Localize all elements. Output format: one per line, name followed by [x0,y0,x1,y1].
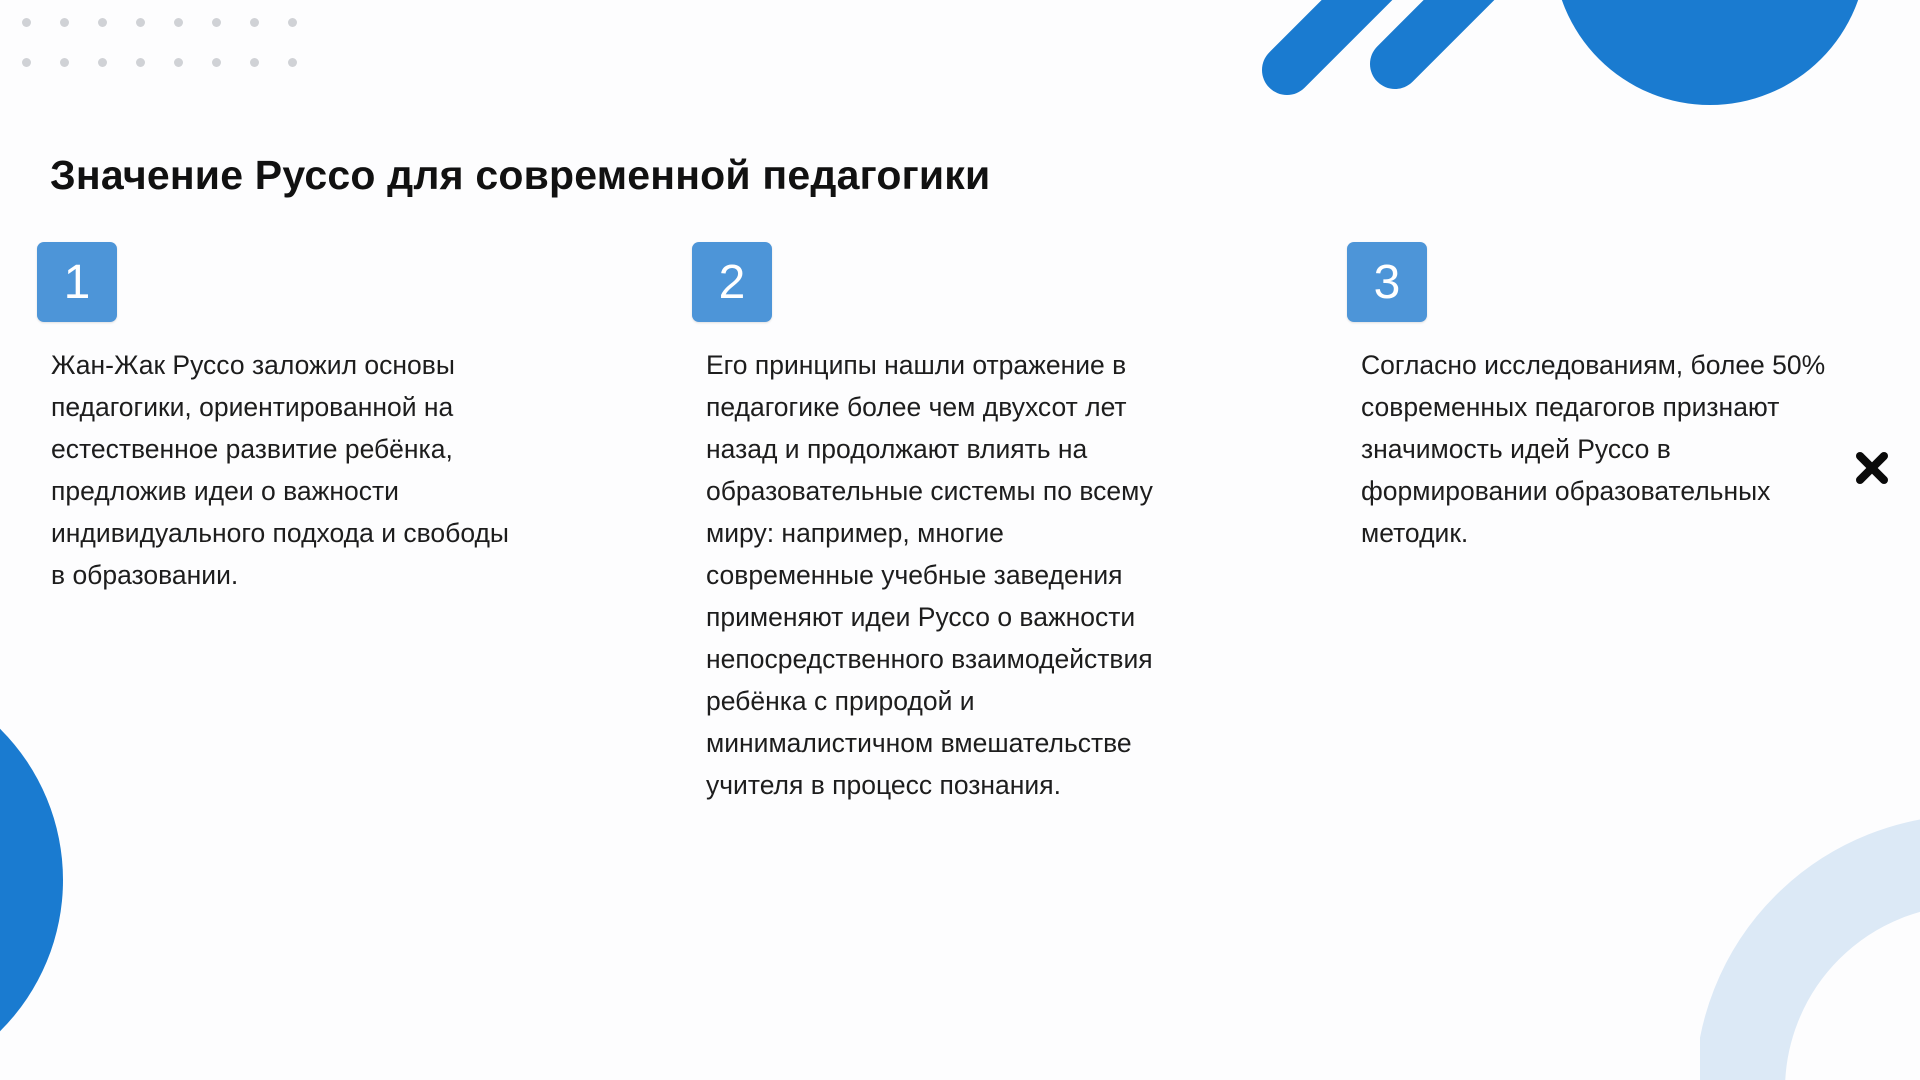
dot [98,58,107,67]
dot [288,18,297,27]
light-arc-decoration [1700,810,1920,1080]
number-badge: 2 [692,242,772,322]
dot [174,18,183,27]
point-column-3 [1347,242,1837,554]
number-badge: 3 [1347,242,1427,322]
dot [22,18,31,27]
left-circle-decoration [0,700,80,1080]
dot-grid-decoration [22,18,312,78]
half-circle-decoration [1550,0,1870,110]
dot [212,18,221,27]
dot [212,58,221,67]
dot [288,58,297,67]
dot [174,58,183,67]
diagonal-stripes-decoration [1250,0,1520,110]
point-text: Жан-Жак Руссо заложил основы педагогики, ориентированной на естественное развитие ребёнка, предложив идеи о важности индивидуального подхода и свободы в образовании. [51,350,509,590]
point-text: Согласно исследованиям, более 50% современных педагогов признают значимость идей Руссо в формировании образовательных методик. [1361,350,1826,548]
point-text: Его принципы нашли отражение в педагогике более чем двухсот лет назад и продолжают влиять на образовательные системы по всему миру: например, многие современные учебные заведения применяют идеи Руссо о важности непосредственного взаимодействия ребёнка с природой и минималистичном вмешательстве учителя в процесс познания. [706,350,1153,800]
number-badge: 1 [37,242,117,322]
dot [136,58,145,67]
dot [250,58,259,67]
point-column-1 [37,242,527,596]
point-column-2 [692,242,1182,806]
page-title: Значение Руссо для современной педагогики [50,152,991,198]
dot [250,18,259,27]
dot [60,18,69,27]
dot [22,58,31,67]
dot [98,18,107,27]
dot [60,58,69,67]
close-icon[interactable] [1852,448,1892,488]
dot [136,18,145,27]
